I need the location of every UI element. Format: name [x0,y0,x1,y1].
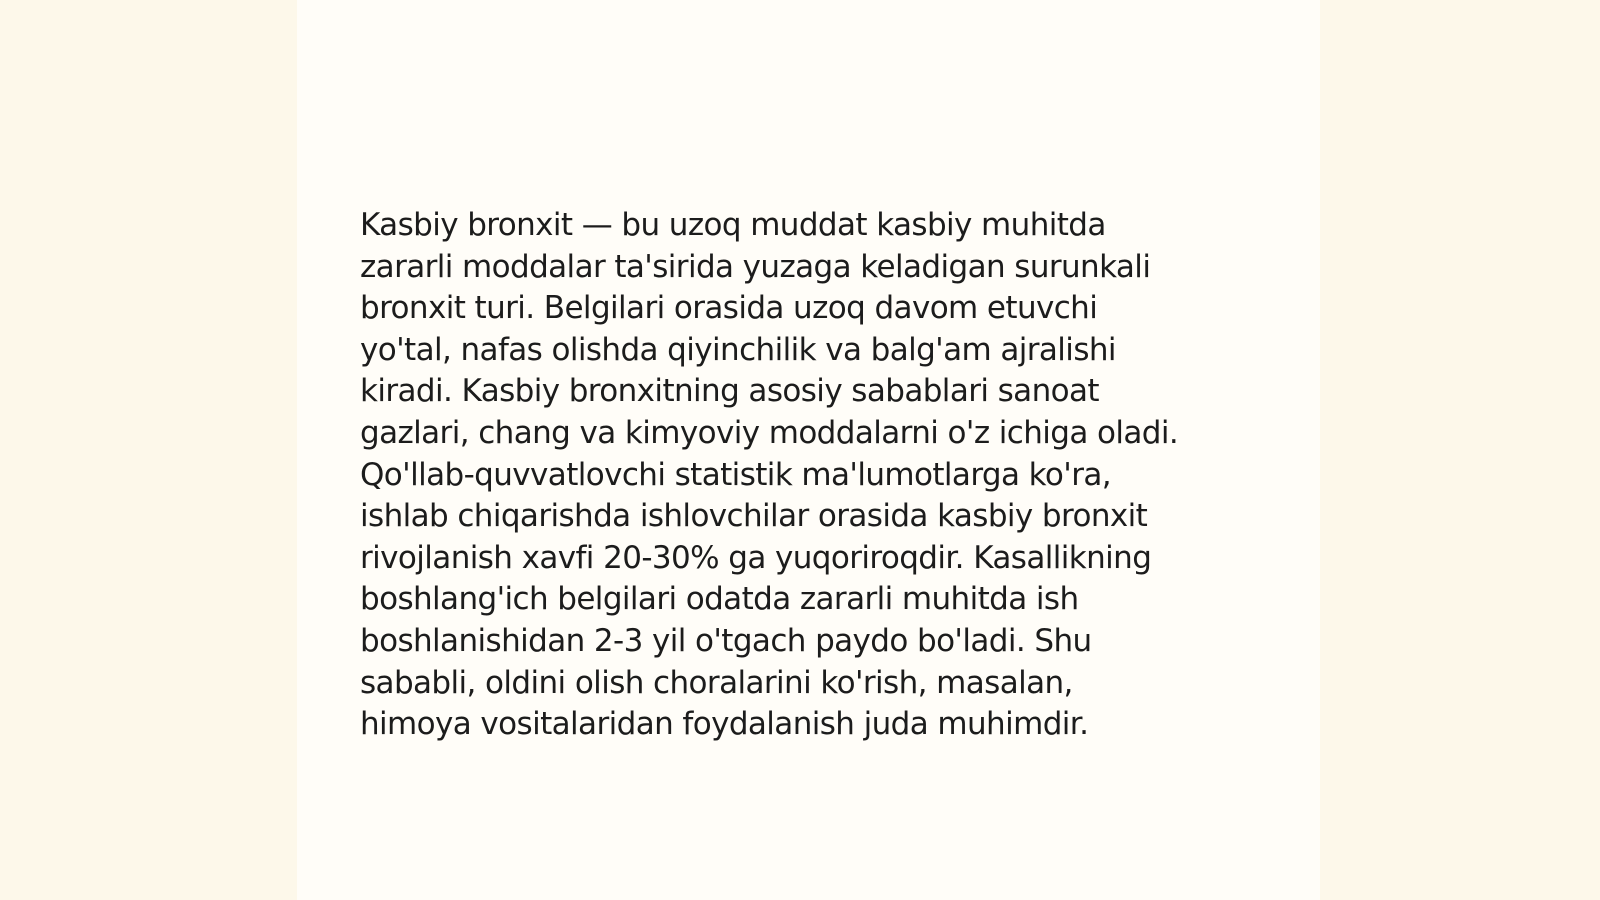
body-text-line: Kasbiy bronxit — bu uzoq muddat kasbiy muhitda [360,207,1106,243]
body-text-line: kiradi. Kasbiy bronxitning asosiy sabablari sanoat [360,373,1099,410]
body-text-line: Qo'llab-quvvatlovchi statistik ma'lumotlarga ko'ra, [360,456,1111,493]
body-text-line: sababli, oldini olish choralarini ko'rish, masalan, [360,664,1073,701]
body-text-line: zararli moddalar ta'sirida yuzaga keladigan surunkali [360,248,1151,285]
body-text-line: boshlang'ich belgilari odatda zararli muhitda ish [360,581,1079,618]
body-text-line: bronxit turi. Belgilari orasida uzoq davom etuvchi [360,290,1098,327]
body-text-line: gazlari, chang va kimyoviy moddalarni o'z ichiga oladi. [360,414,1179,451]
body-text-line: yo'tal, nafas olishda qiyinchilik va balg'am ajralishi [360,331,1116,368]
slide-body-text [360,205,1260,746]
body-text-line: rivojlanish xavfi 20-30% ga yuqoriroqdir. Kasallikning [360,539,1152,576]
body-text-line: boshlanishidan 2-3 yil o'tgach paydo bo'ladi. Shu [360,622,1092,659]
body-text-line: ishlab chiqarishda ishlovchilar orasida kasbiy bronxit [360,498,1148,535]
body-text-line: himoya vositalaridan foydalanish juda muhimdir. [360,706,1089,743]
slide [297,0,1320,900]
